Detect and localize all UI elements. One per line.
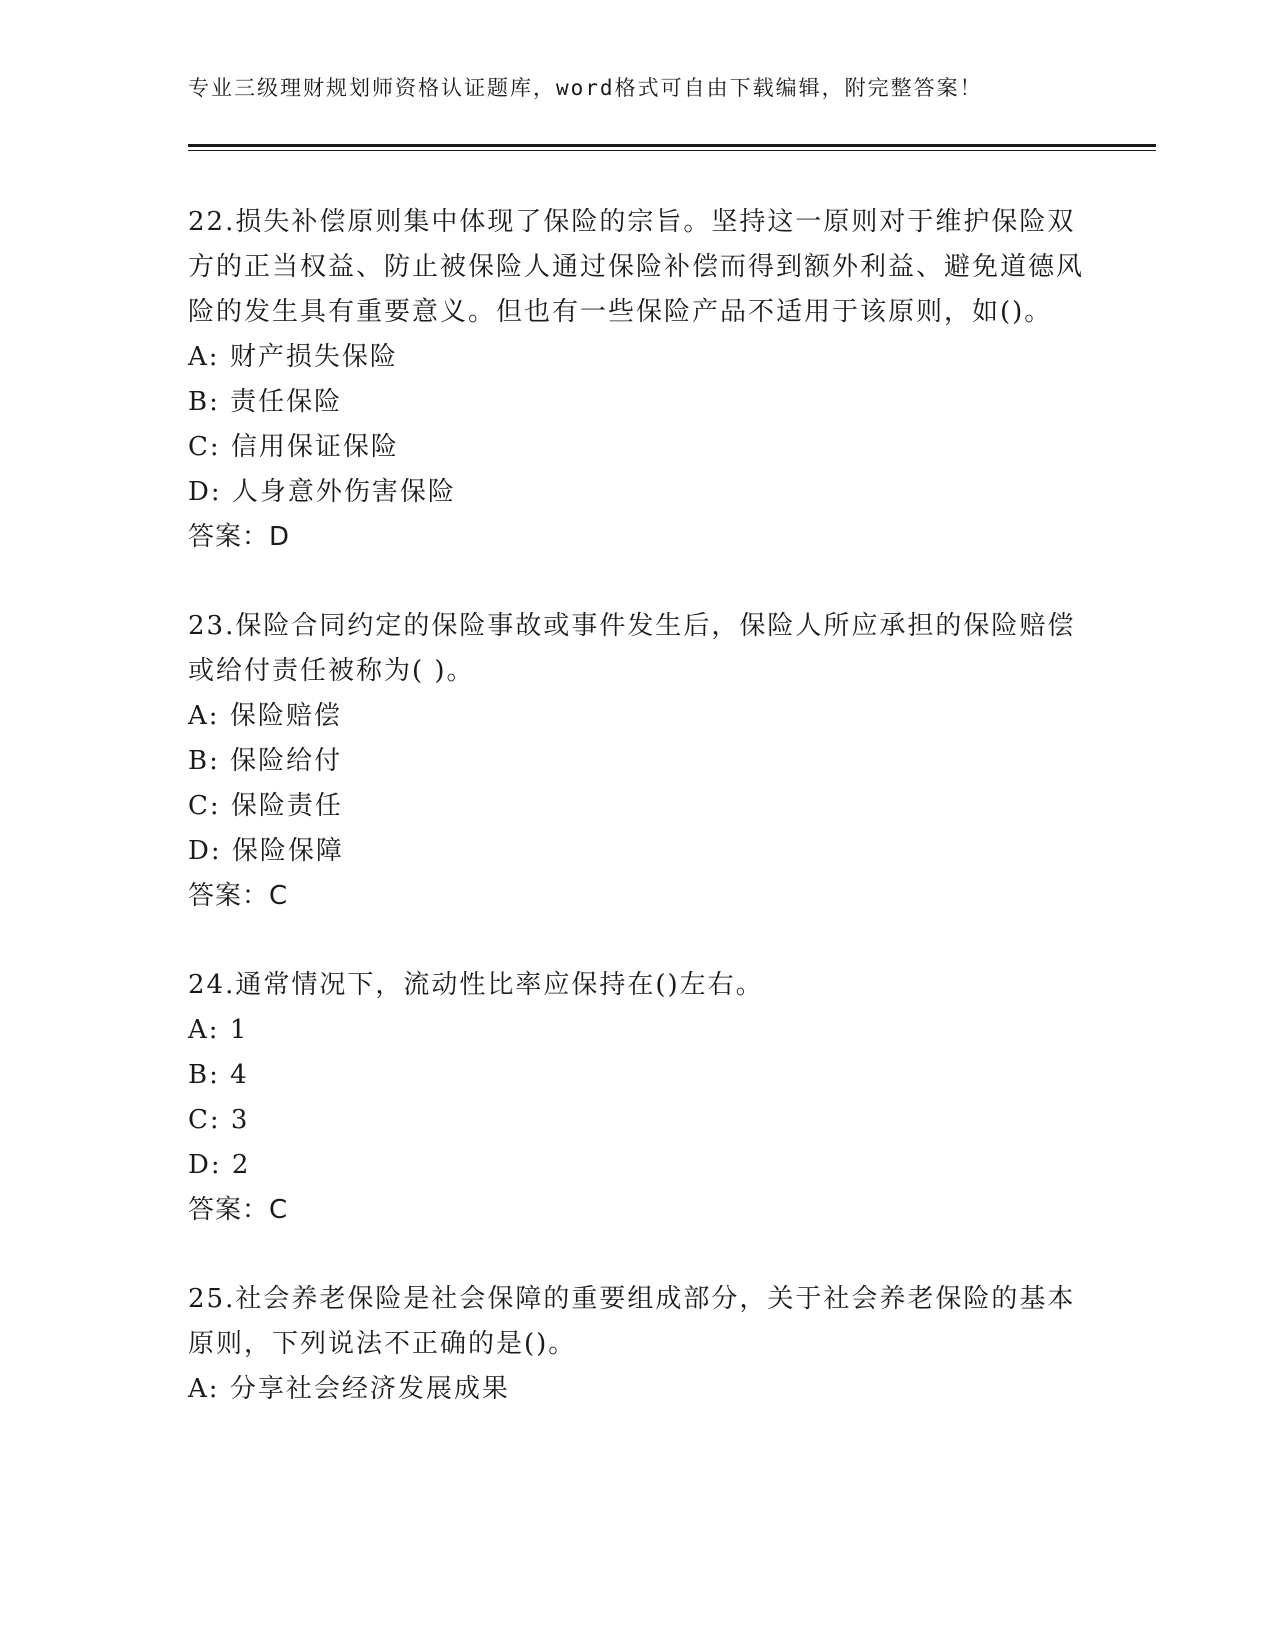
answer-line: 答案：C (188, 1195, 289, 1225)
question-24 (188, 963, 1088, 1233)
option-d: D: 2 (188, 1150, 251, 1180)
question-23 (188, 604, 1088, 919)
option-c: C: 3 (188, 1105, 250, 1135)
page-header: 专业三级理财规划师资格认证题库，word格式可自由下载编辑，附完整答案！ (188, 76, 983, 100)
question-stem: 22.损失补偿原则集中体现了保险的宗旨。坚持这一原则对于维护保险双方的正当权益、防止被保险人通过保险补偿而得到额外利益、避免道德风险的发生具有重要意义。但也有一些保险产品不适用于该原则，如()。 (188, 207, 1085, 327)
option-c: C: 信用保证保险 (188, 432, 399, 462)
option-b: B: 保险给付 (188, 746, 343, 776)
answer-line: 答案：C (188, 881, 289, 911)
header-divider-thin (188, 150, 1156, 151)
question-stem: 25.社会养老保险是社会保障的重要组成部分，关于社会养老保险的基本原则，下列说法不正确的是()。 (188, 1284, 1076, 1359)
option-a: A: 保险赔偿 (188, 701, 342, 731)
option-b: B: 责任保险 (188, 387, 343, 417)
question-25 (188, 1277, 1088, 1412)
question-list (188, 200, 1088, 1456)
question-22 (188, 200, 1088, 560)
header-divider (188, 144, 1156, 147)
question-stem: 24.通常情况下，流动性比率应保持在()左右。 (188, 970, 764, 1000)
option-d: D: 人身意外伤害保险 (188, 477, 456, 507)
option-c: C: 保险责任 (188, 791, 343, 821)
question-stem: 23.保险合同约定的保险事故或事件发生后，保险人所应承担的保险赔偿或给付责任被称为( )。 (188, 611, 1076, 686)
option-a: A: 财产损失保险 (188, 342, 398, 372)
answer-line: 答案：D (188, 522, 291, 552)
option-a: A: 1 (188, 1015, 249, 1045)
option-d: D: 保险保障 (188, 836, 344, 866)
option-a: A: 分享社会经济发展成果 (188, 1374, 510, 1404)
option-b: B: 4 (188, 1060, 249, 1090)
